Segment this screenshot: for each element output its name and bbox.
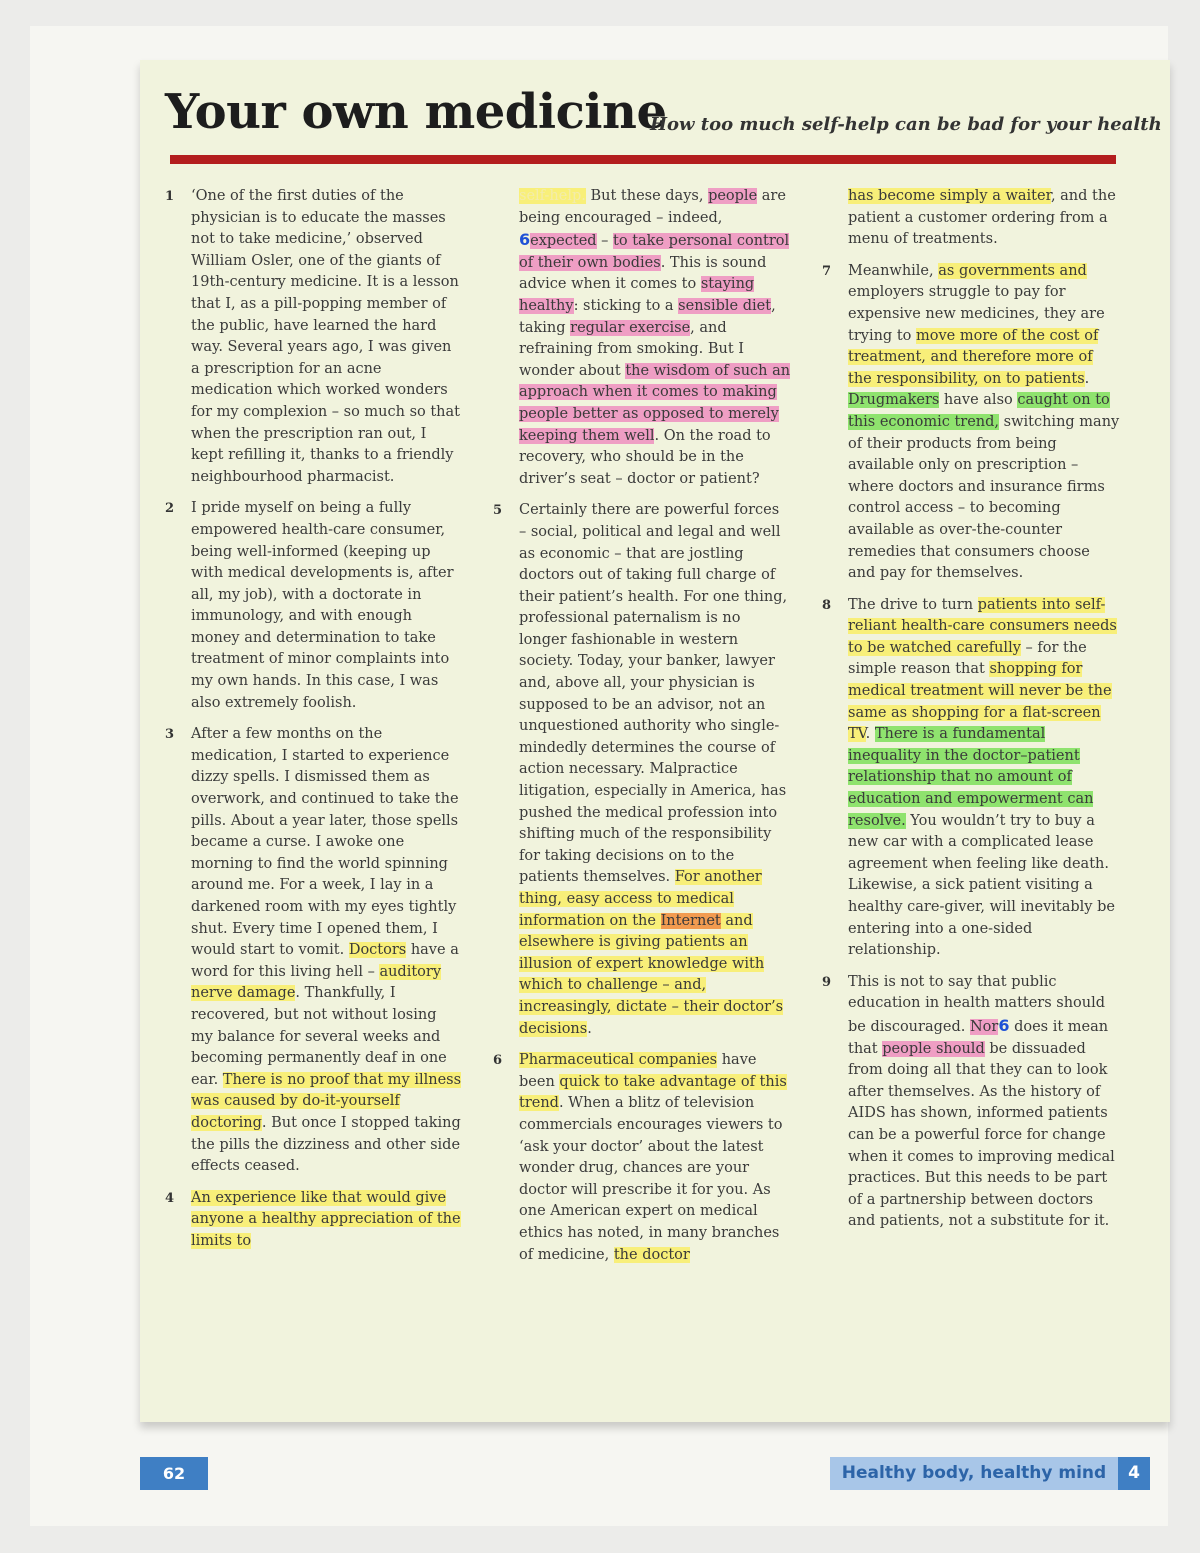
highlighted-text: self-help. [519, 188, 586, 204]
paragraph-number: 8 [822, 597, 832, 613]
paragraph-number: 9 [822, 974, 832, 990]
highlighted-text: Drugmakers [848, 392, 940, 409]
paragraph-9 [822, 972, 1120, 1233]
highlighted-text: caught on to this economic trend, [848, 392, 1110, 430]
body-text: : sticking to a [573, 297, 679, 314]
body-text: This is not to say that public education in health matters should be discouraged. [848, 973, 1106, 1035]
body-text: . [587, 1020, 592, 1037]
title-rule [170, 155, 1116, 164]
paragraph-number: 3 [165, 727, 175, 743]
highlighted-text: auditory nerve damage [191, 963, 442, 1002]
highlighted-text: Pharmaceutical companies [519, 1052, 718, 1069]
body-text: The drive to turn [848, 596, 978, 613]
body-text: have also [939, 392, 1018, 409]
annotation-mark: 6 [519, 230, 531, 250]
paragraph-5 [493, 500, 791, 1040]
text-column-2 [493, 186, 791, 1276]
annotation-mark: 6 [998, 1015, 1010, 1035]
highlighted-text: and elsewhere is giving patients an illusion of expert knowledge with which to challenge – and, increasingly, dictate – their doctor’s decisions [519, 912, 784, 1037]
body-text: . But once I stopped taking the pills the dizziness and other side effects ceased. [191, 1114, 461, 1175]
paragraph-number: 7 [822, 263, 832, 279]
page-number: 62 [140, 1457, 208, 1490]
body-text: You wouldn’t try to buy a new car with a complicated lease agreement when feeling like death. Likewise, a sick patient visiting a healthy care-giver, will inevitably be entering into a one-sided relationship. [848, 812, 1115, 959]
text-column-1 [165, 186, 463, 1263]
text-column-3 [822, 186, 1120, 1243]
highlighted-text: patients into self-reliant health-care consumers needs to be watched carefully [848, 596, 1117, 656]
body-text: . [865, 726, 875, 743]
highlighted-text: For another thing, easy access to medical information on the [519, 869, 762, 929]
highlighted-text: Internet [660, 912, 721, 929]
paragraph-2 [165, 498, 463, 714]
highlighted-text: There is no proof that my illness was caused by do-it-yourself doctoring [191, 1071, 462, 1131]
unit-number: 4 [1118, 1457, 1150, 1490]
highlighted-text: to take personal control of their own bodies [519, 233, 790, 271]
body-text: After a few months on the medication, I started to experience dizzy spells. I dismissed them as overwork, and continued to take the pills. About a year later, those spells became a curse. I awoke one morning to find the world spinning around me. For a week, I lay in a darkened room with my eyes tightly shut. Every time I opened them, I would start to vomit. [191, 726, 459, 959]
body-text: Meanwhile, [848, 262, 939, 279]
highlighted-text: as governments and [938, 262, 1087, 279]
highlighted-text: regular exercise [570, 319, 691, 336]
paragraph-cont-4 [519, 186, 791, 490]
body-text: I pride myself on being a fully empowered health-care consumer, being well-informed (keeping up with medical developments is, after all, my job), with a doctorate in immunology, and with enough money and determination to take treatment of minor complaints into my own hands. In this case, I was also extremely foolish. [191, 500, 454, 711]
highlighted-text: people [708, 188, 758, 204]
paragraph-7 [822, 261, 1120, 585]
highlighted-text: the doctor [613, 1246, 690, 1263]
highlighted-text: staying healthy [519, 276, 755, 314]
highlighted-text: shopping for medical treatment will never be the same as shopping for a flat-screen TV [848, 661, 1112, 743]
paragraph-1 [165, 186, 463, 488]
body-text: employers struggle to pay for expensive new medicines, they are trying to [848, 284, 1105, 344]
body-text: , taking [519, 297, 776, 336]
highlighted-text: move more of the cost of treatment, and therefore more of the responsibility, on to patients [848, 327, 1099, 387]
highlighted-text: people should [882, 1040, 985, 1057]
paragraph-cont-7 [848, 186, 1120, 251]
body-text: be dissuaded from doing all that they can to look after themselves. As the history of AIDS has shown, informed patients can be a powerful force for change when it comes to improving medical practices. But this needs to be part of a partnership between doctors and patients, not a substitute for it. [848, 1040, 1115, 1230]
body-text: . [1084, 370, 1090, 387]
highlighted-text: has become simply a waiter [848, 188, 1051, 204]
highlighted-text: sensible diet [678, 297, 772, 314]
body-text: . This is sound advice when it comes to [519, 254, 767, 293]
body-text: Certainly there are powerful forces – social, political and legal and well as economic – that are jostling doctors out of taking full charge of their patient’s health. For one thing, professional paternalism is no longer fashionable in western society. Today, your banker, lawyer and, above all, your physician is supposed to be an advisor, not an unquestioned authority who single-mindedly determines the course of action necessary. Malpractice litigation, especially in America, has pushed the medical profession into shifting much of the responsibility for taking decisions on to the patients themselves. [519, 502, 788, 886]
body-text: , and the patient a customer ordering from a menu of treatments. [848, 188, 1116, 248]
article-subtitle: How too much self-help can be bad for your health [650, 114, 1162, 135]
highlighted-text: Nor [969, 1018, 999, 1035]
paragraph-number: 2 [165, 501, 175, 517]
body-text: does it mean that [848, 1018, 1109, 1057]
highlighted-text: There is a fundamental inequality in the doctor–patient relationship that no amount of education and empowerment can resolve. [848, 726, 1094, 829]
body-text: . Thankfully, I recovered, but not without losing my balance for several weeks and becoming permanently deaf in one ear. [191, 985, 447, 1088]
body-text: But these days, [585, 188, 709, 204]
paragraph-number: 6 [493, 1053, 503, 1069]
highlighted-text: quick to take advantage of this trend [519, 1073, 787, 1112]
body-text: switching many of their products from being available only on prescription – where doctors and insurance firms control access – to becoming available as over-the-counter remedies that consumers choose and pay for themselves. [848, 413, 1120, 582]
body-text: have a word for this living hell – [191, 942, 459, 980]
highlighted-text: Doctors [348, 942, 407, 959]
paragraph-8 [822, 595, 1120, 962]
body-text: have been [519, 1052, 757, 1090]
paragraph-number: 4 [165, 1190, 175, 1206]
body-text: – [596, 233, 614, 250]
paragraph-6 [493, 1050, 791, 1266]
body-text: . On the road to recovery, who should be in the driver’s seat – doctor or patient? [519, 427, 771, 487]
body-text: – for the simple reason that [848, 639, 1087, 678]
body-text: are being encouraged – indeed, [519, 188, 786, 226]
highlighted-text: the wisdom of such an approach when it comes to making people better as opposed to merely keeping them well [519, 362, 791, 444]
section-title: Healthy body, healthy mind [830, 1457, 1118, 1490]
paragraph-number: 5 [493, 503, 503, 519]
article-title: Your own medicine [165, 84, 667, 140]
paragraph-number: 1 [165, 189, 175, 204]
body-text: . When a blitz of television commercials encourages viewers to ‘ask your doctor’ about the latest wonder drug, chances are your doctor will prescribe it for you. As one American expert on medical ethics has noted, in many branches of medicine, [519, 1095, 783, 1263]
highlighted-text: expected [530, 233, 597, 250]
body-text: , and refraining from smoking. But I wonder about [519, 319, 745, 379]
paragraph-3 [165, 724, 463, 1177]
highlighted-text: An experience like that would give anyone a healthy appreciation of the limits to [191, 1189, 461, 1249]
paragraph-4 [165, 1188, 463, 1253]
body-text: ‘One of the first duties of the physician is to educate the masses not to take medicine,’ observed William Osler, one of the giants of 19th-century medicine. It is a lesson that I, as a pill-popping member of the public, have learned the hard way. Several years ago, I was given a prescription for an acne medication which worked wonders for my complexion – so much so that when the prescription ran out, I kept refilling it, thanks to a friendly neighbourhood pharmacist. [191, 188, 460, 485]
